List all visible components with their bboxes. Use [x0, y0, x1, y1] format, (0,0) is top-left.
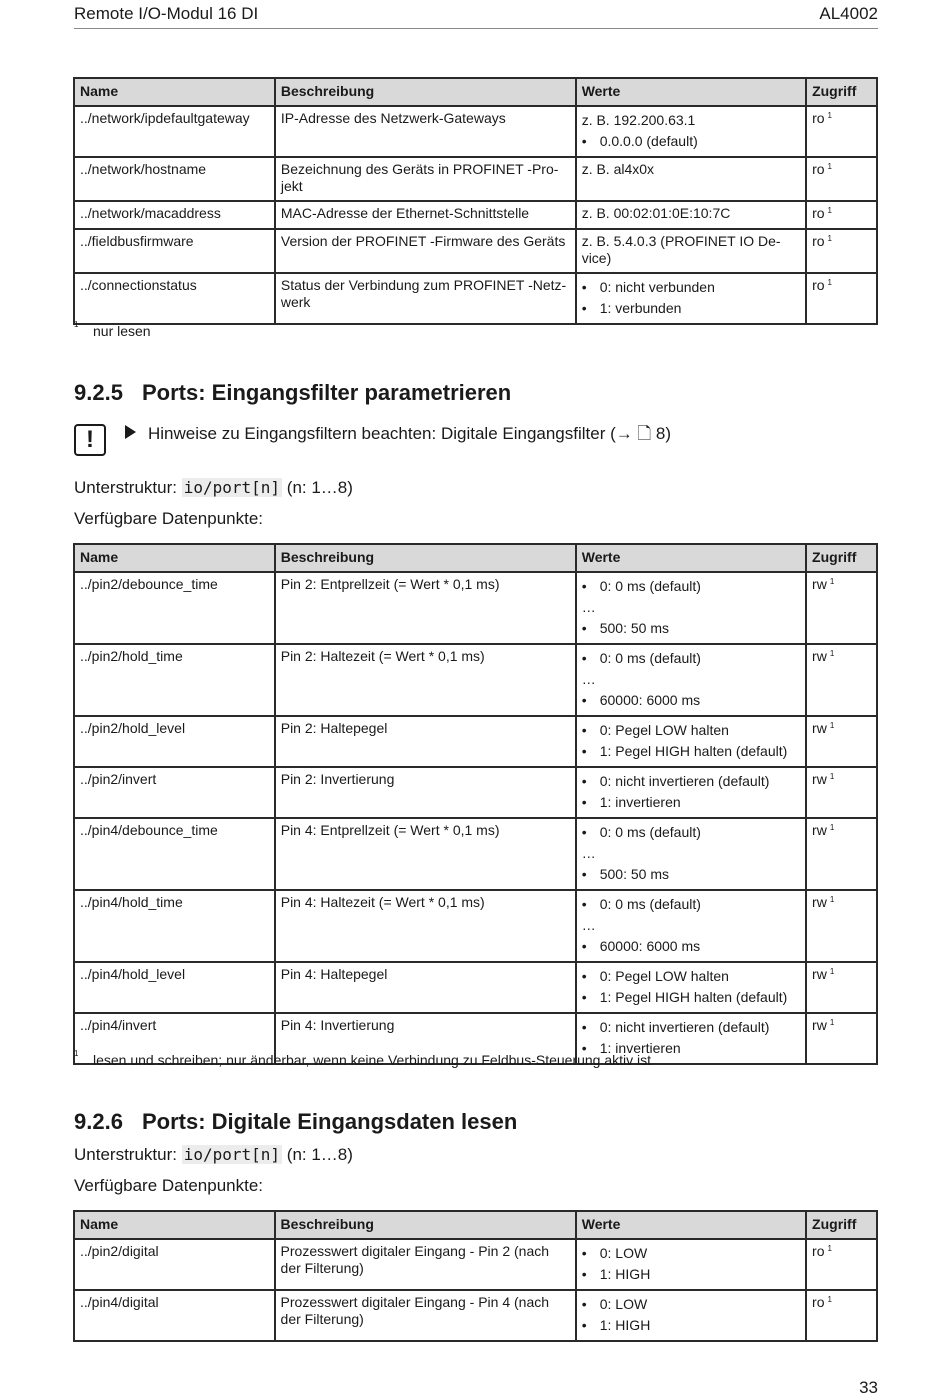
value-item: • 0: 0 ms (default) — [582, 822, 800, 843]
datapoint-description: Pin 2: Haltezeit (= Wert * 0,1 ms) — [275, 644, 576, 716]
value-item: … — [581, 845, 596, 861]
datapoint-values — [576, 572, 806, 644]
value-list — [582, 822, 800, 885]
datapoint-description: Pin 4: Invertierung — [275, 1013, 576, 1064]
value-item: • 0: nicht invertieren (default) — [582, 771, 800, 792]
access-mode: rw — [812, 771, 827, 787]
access-cell — [806, 229, 877, 273]
table-row — [74, 818, 877, 890]
page-number: 33 — [859, 1378, 878, 1397]
access-cell — [806, 201, 877, 229]
value-item: • 60000: 6000 ms — [582, 690, 800, 711]
available-datapoints-label-2: Verfügbare Datenpunkte: — [74, 1176, 264, 1195]
access-cell — [806, 890, 877, 962]
footnote-mark: 1 — [827, 278, 832, 287]
value-item: • 0: Pegel LOW halten — [582, 966, 800, 987]
substructure-path: io/port[n] — [183, 478, 281, 497]
footnote-mark: 1 — [829, 721, 835, 730]
column-header: Name — [74, 1211, 275, 1239]
access-cell — [806, 716, 877, 767]
datapoint-values — [576, 1239, 806, 1290]
access-mode: rw — [812, 966, 827, 982]
access-mode: rw — [812, 720, 827, 736]
table-row — [74, 273, 877, 324]
access-cell — [806, 1013, 877, 1064]
table-row — [74, 157, 877, 201]
datapoint-description: Pin 4: Haltezeit (= Wert * 0,1 ms) — [275, 890, 576, 962]
warning-icon: ! — [74, 424, 106, 456]
substructure-line-2: Unterstruktur: io/port[n] (n: 1…8) — [74, 1145, 353, 1164]
value-list — [582, 277, 800, 319]
datapoint-name: ../connectionstatus — [74, 273, 275, 324]
datapoint-values — [576, 644, 806, 716]
datapoint-description: Pin 2: Entprellzeit (= Wert * 0,1 ms) — [275, 572, 576, 644]
footnote-mark: 1 — [827, 111, 832, 120]
datapoint-description: Prozesswert digitaler Eingang - Pin 2 (nach der Filterung) — [275, 1239, 576, 1290]
column-header: Zugriff — [806, 544, 877, 572]
input-filter-table — [73, 543, 878, 1065]
column-header: Werte — [576, 544, 806, 572]
column-header: Beschreibung — [275, 78, 576, 106]
value-item: • 500: 50 ms — [582, 864, 800, 885]
datapoint-name: ../pin4/invert — [74, 1013, 275, 1064]
filter-hint — [125, 421, 671, 450]
table-row — [74, 890, 877, 962]
value-item: • 0: LOW — [582, 1294, 800, 1315]
column-header: Beschreibung — [275, 544, 576, 572]
datapoint-name: ../network/hostname — [74, 157, 275, 201]
table-header-row — [74, 544, 877, 572]
value-item: • 0: 0 ms (default) — [582, 894, 800, 915]
footnote-mark: 1 — [829, 1018, 835, 1027]
datapoint-values — [576, 273, 806, 324]
column-header: Name — [74, 78, 275, 106]
value-item: • 0: nicht verbunden — [582, 277, 800, 298]
access-mode: ro — [812, 205, 825, 221]
column-header: Zugriff — [806, 78, 877, 106]
value-item: • 1: Pegel HIGH halten (default) — [582, 741, 800, 762]
table-row — [74, 1290, 877, 1341]
column-header: Werte — [576, 1211, 806, 1239]
value-item: • 1: HIGH — [582, 1264, 800, 1285]
table-header-row — [74, 78, 877, 106]
datapoint-name: ../pin2/invert — [74, 767, 275, 818]
value-list — [582, 110, 800, 152]
datapoint-values: z. B. al4x0x — [576, 157, 806, 201]
section-heading-9-2-6: 9.2.6 Ports: Digitale Eingangsdaten lesen — [74, 1109, 518, 1134]
access-mode: ro — [812, 1243, 825, 1259]
datapoint-values: z. B. 5.4.0.3 (PROFINET IO De-vice) — [576, 229, 806, 273]
value-item: • 1: Pegel HIGH halten (default) — [582, 987, 800, 1008]
column-header: Zugriff — [806, 1211, 877, 1239]
value-item: • 60000: 6000 ms — [582, 936, 800, 957]
table-row — [74, 962, 877, 1013]
access-cell — [806, 273, 877, 324]
footnote-mark: 1 — [827, 1244, 832, 1253]
value-item: … — [581, 671, 596, 687]
value-item: • 500: 50 ms — [582, 618, 800, 639]
datapoint-name: ../pin2/hold_time — [74, 644, 275, 716]
datapoint-values — [576, 1290, 806, 1341]
access-cell — [806, 1239, 877, 1290]
footnote-mark: 1 — [827, 162, 832, 171]
footnote-read-only: 1 nur lesen — [74, 320, 151, 339]
substructure-path: io/port[n] — [183, 1145, 281, 1164]
value-item: • 0: 0 ms (default) — [582, 648, 800, 669]
value-item: • 0: 0 ms (default) — [582, 576, 800, 597]
access-mode: rw — [812, 894, 827, 910]
access-cell — [806, 572, 877, 644]
footnote-mark: 1 — [829, 823, 835, 832]
table-row — [74, 644, 877, 716]
table-row — [74, 106, 877, 157]
table-row — [74, 1239, 877, 1290]
value-list — [582, 720, 800, 762]
datapoint-description: Pin 4: Entprellzeit (= Wert * 0,1 ms) — [275, 818, 576, 890]
datapoint-name: ../network/macaddress — [74, 201, 275, 229]
product-code: AL4002 — [819, 4, 878, 23]
footnote-mark: 1 — [829, 577, 835, 586]
table-row — [74, 716, 877, 767]
access-mode: rw — [812, 648, 827, 664]
page-header — [74, 4, 878, 29]
value-item: • 0: LOW — [582, 1243, 800, 1264]
available-datapoints-label-1: Verfügbare Datenpunkte: — [74, 509, 264, 528]
datapoint-description: Version der PROFINET -Firmware des Geräts — [275, 229, 576, 273]
datapoint-name: ../pin2/hold_level — [74, 716, 275, 767]
value-list — [582, 576, 800, 639]
value-item: • 1: invertieren — [582, 1038, 800, 1059]
datapoint-values — [576, 106, 806, 157]
access-mode: ro — [812, 277, 825, 293]
access-mode: ro — [812, 233, 825, 249]
value-item: • 1: invertieren — [582, 792, 800, 813]
datapoint-name: ../pin4/debounce_time — [74, 818, 275, 890]
value-item: z. B. 192.200.63.1 — [581, 112, 696, 128]
access-mode: ro — [812, 161, 825, 177]
access-cell — [806, 767, 877, 818]
value-list — [582, 966, 800, 1008]
access-cell — [806, 644, 877, 716]
access-cell — [806, 106, 877, 157]
table-row — [74, 767, 877, 818]
datapoint-values — [576, 818, 806, 890]
digital-input-table — [73, 1210, 878, 1342]
datapoint-name: ../pin2/digital — [74, 1239, 275, 1290]
footnote-mark: 1 — [829, 772, 835, 781]
table-header-row — [74, 1211, 877, 1239]
value-item: … — [581, 917, 596, 933]
table-row — [74, 229, 877, 273]
access-mode: rw — [812, 576, 827, 592]
access-mode: rw — [812, 822, 827, 838]
datapoint-name: ../pin4/hold_level — [74, 962, 275, 1013]
datapoint-values — [576, 890, 806, 962]
datapoint-name: ../fieldbusfirmware — [74, 229, 275, 273]
play-arrow-icon — [125, 425, 136, 439]
filter-hint-text: Hinweise zu Eingangsfiltern beachten: Digitale Eingangsfilter (→ 🗋 8) — [148, 424, 671, 443]
column-header: Name — [74, 544, 275, 572]
value-list — [582, 1294, 800, 1336]
datapoint-name: ../network/ipdefaultgateway — [74, 106, 275, 157]
datapoint-description: MAC-Adresse der Ethernet-Schnittstelle — [275, 201, 576, 229]
access-cell — [806, 962, 877, 1013]
value-item: • 0: nicht invertieren (default) — [582, 1017, 800, 1038]
value-item: • 1: verbunden — [582, 298, 800, 319]
footnote-mark: 1 — [827, 234, 832, 243]
datapoint-name: ../pin4/digital — [74, 1290, 275, 1341]
datapoint-values — [576, 962, 806, 1013]
value-item: • 0.0.0.0 (default) — [582, 131, 800, 152]
value-list — [582, 1243, 800, 1285]
table-row — [74, 201, 877, 229]
table-row — [74, 572, 877, 644]
value-item: • 1: HIGH — [582, 1315, 800, 1336]
datapoint-name: ../pin2/debounce_time — [74, 572, 275, 644]
access-cell — [806, 157, 877, 201]
footnote-mark: 1 — [829, 967, 835, 976]
footnote-mark: 1 — [827, 1295, 832, 1304]
access-cell — [806, 818, 877, 890]
datapoint-values — [576, 716, 806, 767]
footnote-mark: 1 — [829, 649, 835, 658]
footnote-mark: 1 — [827, 206, 832, 215]
column-header: Beschreibung — [275, 1211, 576, 1239]
value-item: … — [581, 599, 596, 615]
datapoint-description: Pin 2: Invertierung — [275, 767, 576, 818]
datapoint-description: Prozesswert digitaler Eingang - Pin 4 (nach der Filterung) — [275, 1290, 576, 1341]
datapoint-description: Bezeichnung des Geräts in PROFINET -Pro-jekt — [275, 157, 576, 201]
access-mode: rw — [812, 1017, 827, 1033]
footnote-mark: 1 — [829, 895, 835, 904]
datapoint-values — [576, 767, 806, 818]
document-title: Remote I/O-Modul 16 DI — [74, 4, 259, 23]
section-heading-9-2-5: 9.2.5 Ports: Eingangsfilter parametrieren — [74, 380, 512, 405]
value-list — [582, 894, 800, 957]
datapoint-description: IP-Adresse des Netzwerk-Gateways — [275, 106, 576, 157]
value-item: • 0: Pegel LOW halten — [582, 720, 800, 741]
substructure-line-1: Unterstruktur: io/port[n] (n: 1…8) — [74, 478, 353, 497]
value-list — [582, 771, 800, 813]
footnote-read-write: 1 lesen und schreiben; nur änderbar, wenn keine Verbindung zu Feldbus-Steuerung aktiv ist — [74, 1049, 652, 1068]
datapoint-name: ../pin4/hold_time — [74, 890, 275, 962]
access-mode: ro — [812, 1294, 825, 1310]
column-header: Werte — [576, 78, 806, 106]
value-list — [582, 648, 800, 711]
datapoint-description: Pin 2: Haltepegel — [275, 716, 576, 767]
access-mode: ro — [812, 110, 825, 126]
access-cell — [806, 1290, 877, 1341]
datapoint-description: Status der Verbindung zum PROFINET -Netz-werk — [275, 273, 576, 324]
network-datapoints-table — [73, 77, 878, 325]
datapoint-description: Pin 4: Haltepegel — [275, 962, 576, 1013]
datapoint-values: z. B. 00:02:01:0E:10:7C — [576, 201, 806, 229]
